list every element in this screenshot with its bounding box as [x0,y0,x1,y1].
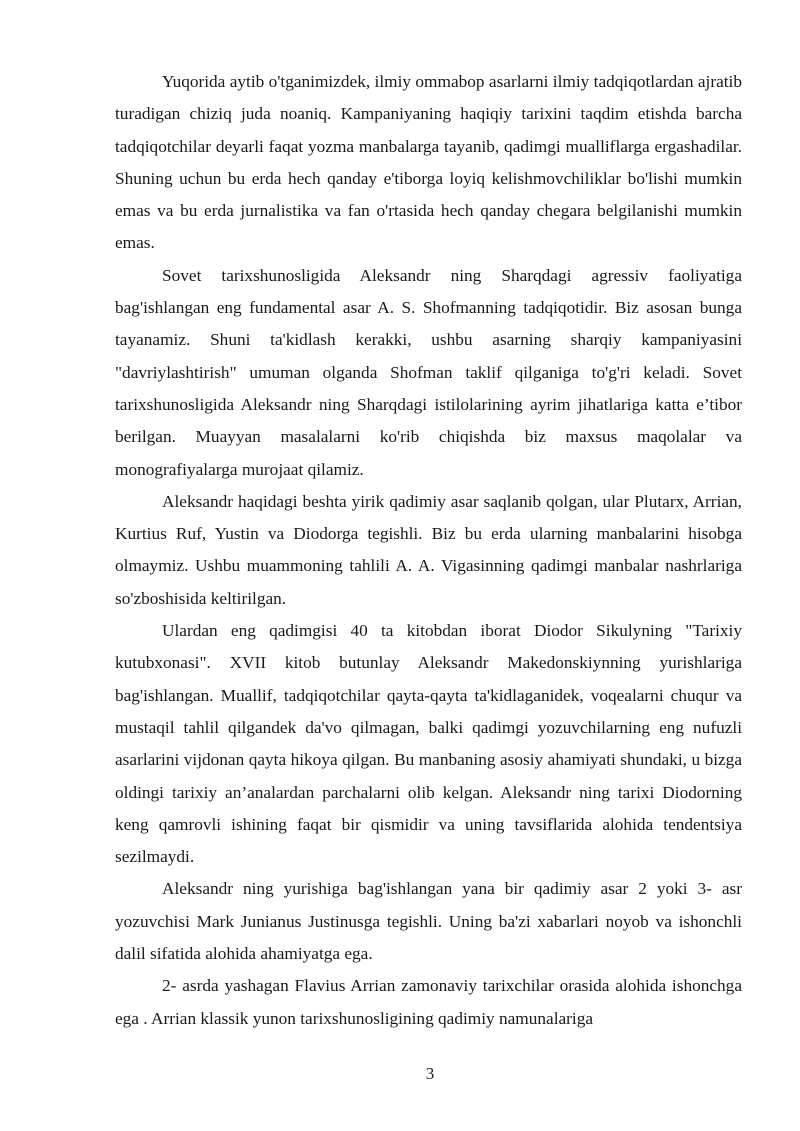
document-page [115,66,742,1035]
paragraph: Aleksandr ning yurishiga bag'ishlangan yana bir qadimiy asar 2 yoki 3- asr yozuvchisi Mark Junianus Justinusga tegishli. Uning ba'zi xabarlari noyob va ishonchli dalil sifatida alohida ahamiyatga ega. [115,879,742,964]
paragraph: Ulardan eng qadimgisi 40 ta kitobdan iborat Diodor Sikulyning "Tarixiy kutubxonasi". XVII kitob butunlay Aleksandr Makedonskiynning yurishlariga bag'ishlangan. Muallif, tadqiqotchilar qayta-qayta ta'kidlaganidek, voqealarni chuqur va mustaqil tahlil qilgandek da'vo qilmagan, balki qadimgi yozuvchilarning eng nufuzli asarlarini vijdonan qayta hikoya qilgan. Bu manbaning asosiy ahamiyati shundaki, u bizga oldingi tarixiy an’analardan parchalarni olib kelgan. Aleksandr ning tarixi Diodorning keng qamrovli ishining faqat bir qismidir va uning tavsiflarida alohida tendentsiya sezilmaydi. [115,621,742,867]
page-number: 3 [425,1064,435,1083]
paragraph: Yuqorida aytib o'tganimizdek, ilmiy ommabop asarlarni ilmiy tadqiqotlardan ajratib turadigan chiziq juda noaniq. Kampaniyaning haqiqiy tarixini taqdim etishda barcha tadqiqotchilar deyarli faqat yozma manbalarga tayanib, qadimgi mualliflarga ergashadilar. Shuning uchun bu erda hech qanday e'tiborga loyiq kelishmovchiliklar bo'lishi mumkin emas va bu erda jurnalistika va fan o'rtasida hech qanday chegara belgilanishi mumkin emas. [115,72,742,253]
paragraph: 2- asrda yashagan Flavius Arrian zamonaviy tarixchilar orasida alohida ishonchga ega . Arrian klassik yunon tarixshunosligining qadimiy namunalariga [115,976,742,1028]
paragraph: Aleksandr haqidagi beshta yirik qadimiy asar saqlanib qolgan, ular Plutarx, Arrian, Kurtius Ruf, Yustin va Diodorga tegishli. Biz bu erda ularning manbalarini hisobga olmaymiz. Ushbu muammoning tahlili A. A. Vigasinning qadimgi manbalar nashrlariga so'zboshisida keltirilgan. [115,491,742,608]
paragraph: Sovet tarixshunosligida Aleksandr ning Sharqdagi agressiv faoliyatiga bag'ishlangan eng fundamental asar A. S. Shofmanning tadqiqotidir. Biz asosan bunga tayanamiz. Shuni ta'kidlash kerakki, ushbu asarning sharqiy kampaniyasini "davriylashtirish" umuman olganda Shofman taklif qilganiga to'g'ri keladi. Sovet tarixshunosligida Aleksandr ning Sharqdagi istilolarining ayrim jihatlariga katta e’tibor berilgan. Muayyan masalalarni ko'rib chiqishda biz maxsus maqolalar va monografiyalarga murojaat qilamiz. [115,265,742,479]
